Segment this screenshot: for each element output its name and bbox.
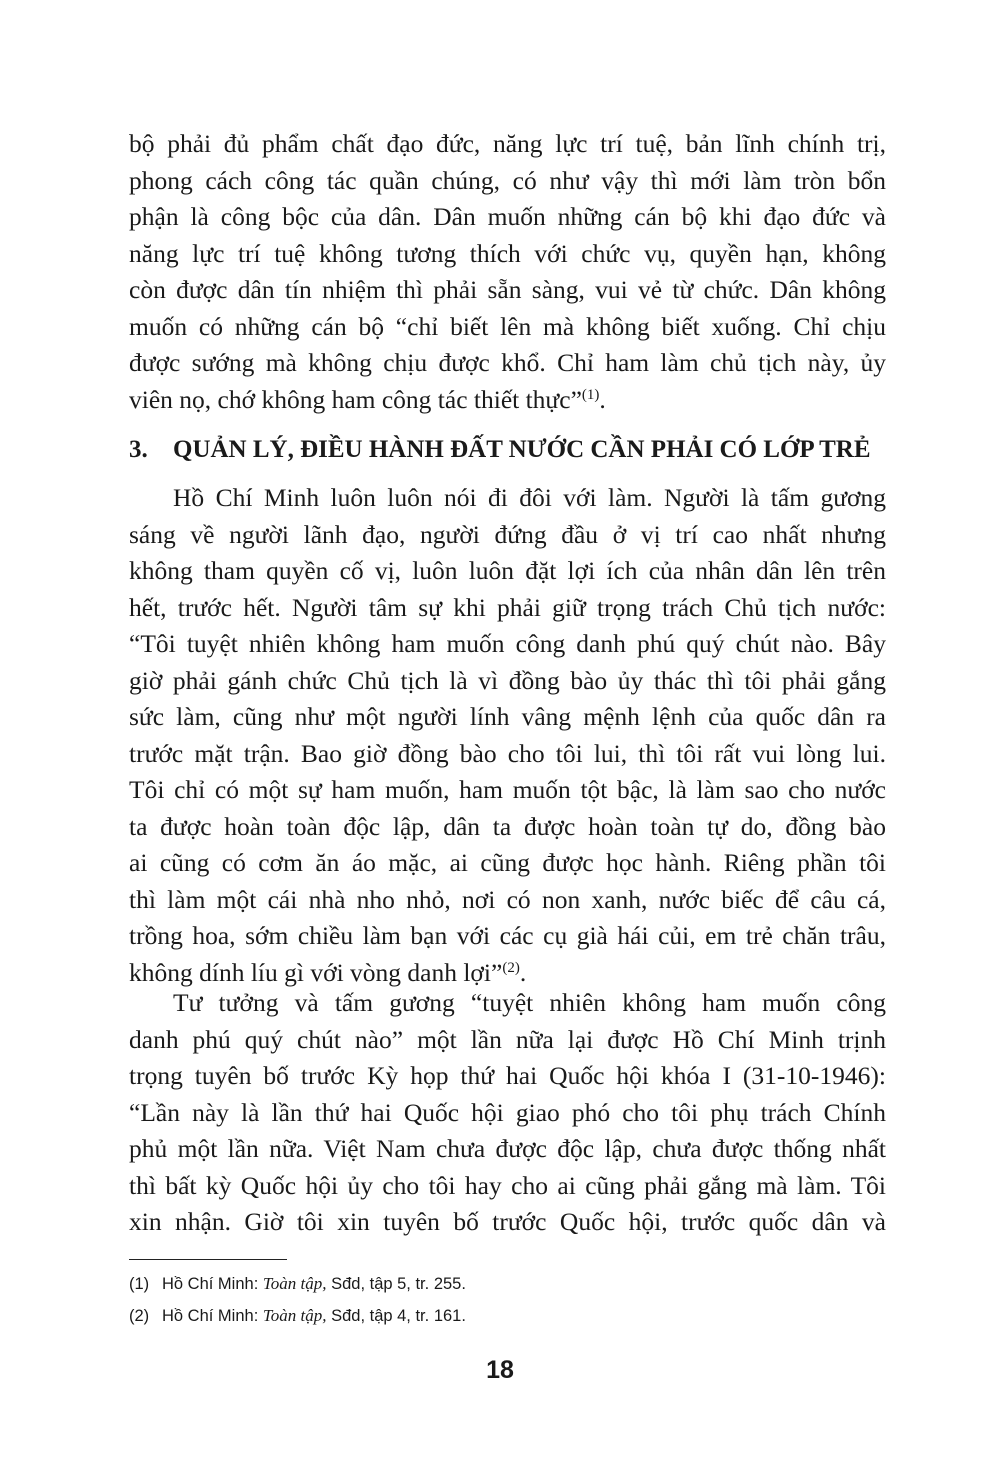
paragraph-continuation bbox=[129, 126, 886, 418]
text-line-first: Tư tưởng và tấm gương “tuyệt nhiên không ham muốn công bbox=[173, 988, 886, 1017]
line-text: viên nọ, chớ không ham công tác thiết thực” bbox=[129, 384, 582, 414]
text-line: ai cũng có cơm ăn áo mặc, ai cũng được học hành. Riêng phần tôi bbox=[129, 848, 886, 877]
line-text: không dính líu gì với vòng danh lợi” bbox=[129, 957, 503, 987]
footnote-source: Sđd, tập 4, tr. 161. bbox=[326, 1307, 466, 1325]
section-heading bbox=[129, 432, 886, 468]
text-line: năng lực trí tuệ không tương thích với chức vụ, quyền hạn, không bbox=[129, 238, 886, 268]
text-line-first: Hồ Chí Minh luôn luôn nói đi đôi với làm. Người là tấm gương bbox=[173, 483, 886, 512]
text-line: sức làm, cũng như một người lính vâng mệnh lệnh của quốc dân ra bbox=[129, 702, 886, 731]
text-line: “Tôi tuyệt nhiên không ham muốn công danh phú quý chút nào. Bây bbox=[129, 629, 886, 658]
text-line: thì bất kỳ Quốc hội ủy cho tôi hay cho ai cũng phải gắng mà làm. Tôi bbox=[129, 1170, 886, 1200]
text-line: xin nhận. Giờ tôi xin tuyên bố trước Quốc hội, trước quốc dân và bbox=[129, 1207, 886, 1236]
text-line: còn được dân tín nhiệm thì phải sẵn sàng, vui vẻ từ chức. Dân không bbox=[129, 275, 886, 304]
section-number: 3. bbox=[129, 436, 148, 463]
text-line: thì làm một cái nhà nho nhỏ, nơi có non xanh, nước biếc để câu cá, bbox=[129, 884, 886, 914]
text-line: bộ phải đủ phẩm chất đạo đức, năng lực trí tuệ, bản lĩnh chính trị, bbox=[129, 129, 886, 158]
text-line: trọng tuyên bố trước Kỳ họp thứ hai Quốc hội khóa I (31-10-1946): bbox=[129, 1061, 886, 1090]
footnote-author: Hồ Chí Minh: bbox=[162, 1275, 263, 1293]
footnote-title: Toàn tập, bbox=[262, 1306, 327, 1325]
text-line: phận là công bộc của dân. Dân muốn những cán bộ khi đạo đức và bbox=[129, 202, 886, 231]
text-line: muốn có những cán bộ “chỉ biết lên mà không biết xuống. Chỉ chịu bbox=[129, 311, 886, 341]
text-line: giờ phải gánh chức Chủ tịch là vì đồng bào ủy thác thì tôi phải gắng bbox=[129, 665, 886, 695]
footnote-2 bbox=[129, 1300, 886, 1332]
paragraph-quote-1 bbox=[129, 480, 886, 991]
line-end: . bbox=[599, 384, 606, 414]
footnote-1 bbox=[129, 1268, 886, 1300]
text-line: Tôi chỉ có một sự ham muốn, ham muốn tột bậc, là làm sao cho nước bbox=[129, 775, 886, 804]
footnotes bbox=[129, 1268, 886, 1332]
footnote-mark: (2) bbox=[129, 1307, 150, 1325]
footnote-separator bbox=[129, 1259, 287, 1260]
text-line: hết, trước hết. Người tâm sự khi phải giữ trọng trách Chủ tịch nước: bbox=[129, 592, 886, 622]
text-line: không tham quyền cố vị, luôn luôn đặt lợi ích của nhân dân lên trên bbox=[129, 556, 886, 585]
text-line: trước mặt trận. Bao giờ đồng bào cho tôi lui, thì tôi rất vui lòng lui. bbox=[129, 738, 886, 768]
text-line: trồng hoa, sớm chiều làm bạn với các cụ già hái củi, em trẻ chăn trâu, bbox=[129, 921, 886, 950]
footnote-title: Toàn tập, bbox=[262, 1274, 327, 1293]
text-line: được sướng mà không chịu được khổ. Chỉ ham làm chủ tịch này, ủy bbox=[129, 348, 886, 377]
section-title: QUẢN LÝ, ĐIỀU HÀNH ĐẤT NƯỚC CẦN PHẢI CÓ LỚP TRẺ bbox=[173, 436, 871, 463]
text-line: ta được hoàn toàn độc lập, dân ta được hoàn toàn tự do, đồng bào bbox=[129, 811, 886, 841]
footnote-source: Sđd, tập 5, tr. 255. bbox=[326, 1275, 466, 1293]
text-line: phong cách công tác quần chúng, có như vậy thì mới làm tròn bổn bbox=[129, 165, 886, 195]
text-line: sáng về người lãnh đạo, người đứng đầu ở vị trí cao nhất nhưng bbox=[129, 519, 886, 549]
paragraph-quote-2 bbox=[129, 985, 886, 1241]
footnote-reference: (1) bbox=[581, 386, 600, 403]
text-line-last bbox=[129, 382, 886, 419]
page-number: 18 bbox=[486, 1356, 514, 1384]
footnote-reference: (2) bbox=[502, 959, 520, 976]
line-end: . bbox=[519, 957, 527, 987]
text-line: phủ một lần nữa. Việt Nam chưa được độc lập, chưa được thống nhất bbox=[129, 1134, 886, 1163]
footnote-author: Hồ Chí Minh: bbox=[162, 1307, 263, 1325]
text-line: danh phú quý chút nào” một lần nữa lại được Hồ Chí Minh trịnh bbox=[129, 1024, 886, 1054]
text-line: “Lần này là lần thứ hai Quốc hội giao phó cho tôi phụ trách Chính bbox=[129, 1097, 886, 1127]
footnote-mark: (1) bbox=[129, 1275, 150, 1293]
